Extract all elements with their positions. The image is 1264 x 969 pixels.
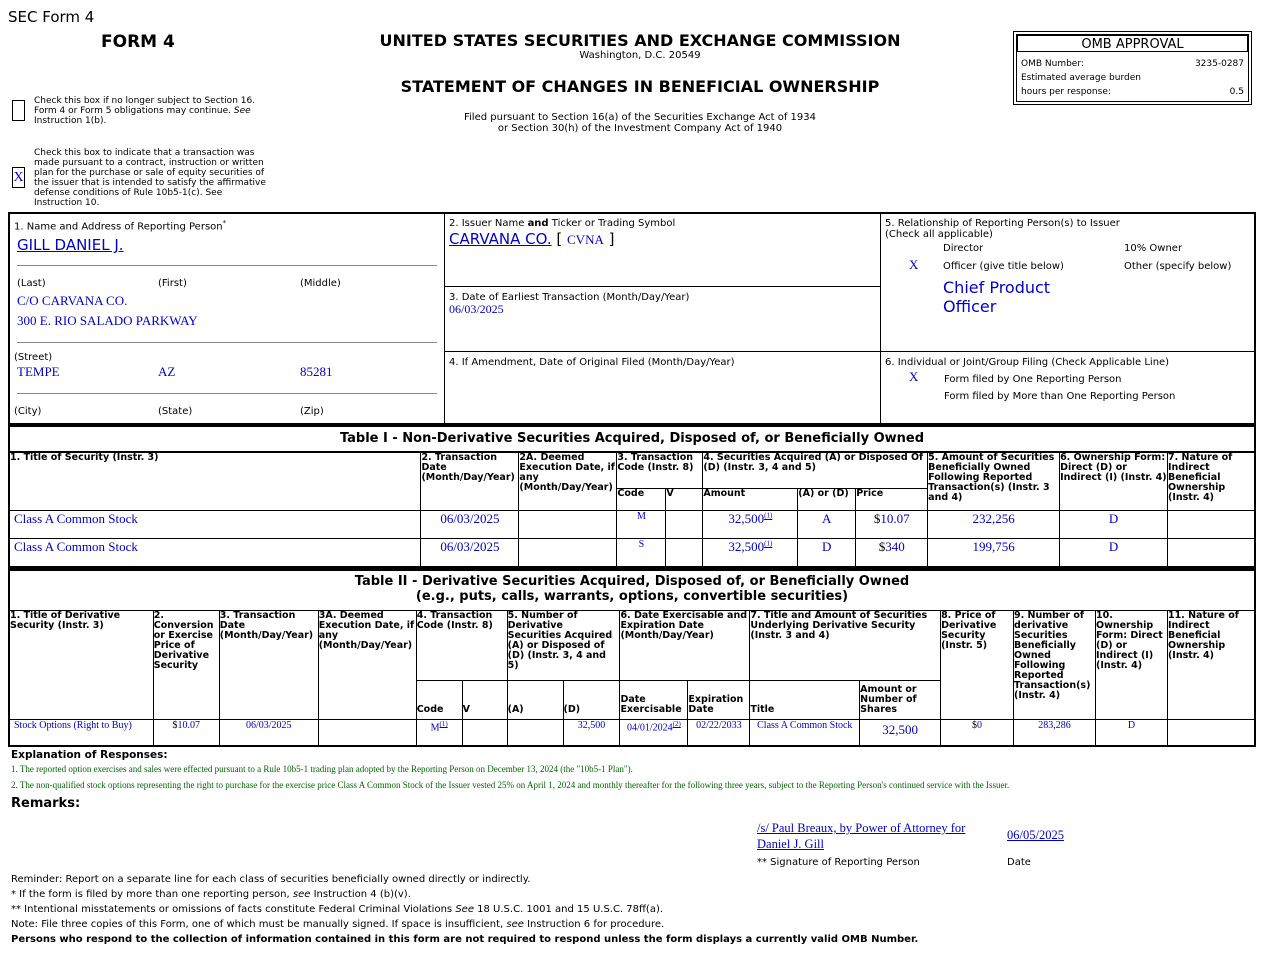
t1r0-code: M	[617, 511, 666, 539]
filed-by-one: Form filed by One Reporting Person	[944, 374, 1122, 385]
t1r0-date: 06/03/2025	[421, 511, 519, 539]
t1r0-title: Class A Common Stock	[10, 511, 421, 539]
t2r0-conv-value: 10.07	[177, 720, 200, 731]
t1-sub-code: Code	[617, 489, 666, 511]
t2-sub-title: Title	[750, 681, 860, 720]
t1-h2: 2. Transaction Date (Month/Day/Year)	[421, 453, 519, 511]
t1r0-amount	[703, 511, 798, 539]
t2r0-d: 32,500	[563, 720, 620, 746]
t2-sub-a: (A)	[507, 681, 563, 720]
footnote-2: 2. The non-qualified stock options representing the right to purchase for the exercise price Class A Common Stock of the Issuer vested 25% on April 1, 2024 and monthly thereafter for the following three years, subject to the Reporting Person's continued service with the Issuer.	[11, 780, 1010, 790]
t2r0-price	[941, 720, 1014, 746]
t2r0-exercisable-value: 04/01/2024	[627, 722, 673, 734]
t1-h1: 1. Title of Security (Instr. 3)	[10, 453, 421, 511]
t1r1-owned: 199,756	[928, 539, 1060, 567]
box6-label: 6. Individual or Joint/Group Filing (Check Applicable Line)	[885, 357, 1170, 368]
agency-title: UNITED STATES SECURITIES AND EXCHANGE COMMISSION	[379, 31, 901, 50]
header-center	[320, 31, 960, 134]
section16-checkbox[interactable]	[12, 100, 25, 121]
t1r0-price-sym: $	[873, 511, 881, 526]
officer-label: Officer (give title below)	[943, 261, 1064, 272]
zip-value: 85281	[300, 364, 333, 379]
footer-l2-see: see	[292, 889, 311, 900]
t1r0-footnote[interactable]: (1)	[764, 511, 773, 520]
footnote-1: 1. The reported option exercises and sales were effected pursuant to a Rule 10b5-1 trading plan adopted by the Reporting Person on December 13, 2024 (the "10b5-1 Plan").	[11, 764, 633, 774]
t1-h7: 7. Nature of Indirect Beneficial Ownership (Instr. 4)	[1167, 453, 1254, 511]
issuer-line	[449, 230, 615, 248]
footer-l4-post: Instruction 6 for procedure.	[527, 919, 665, 930]
box1-star: *	[222, 219, 227, 227]
t1r1-price-sym: $	[878, 539, 886, 554]
t2r0-date: 06/03/2025	[219, 720, 318, 746]
signature-label: ** Signature of Reporting Person	[757, 857, 920, 868]
middle-label: (Middle)	[300, 278, 341, 289]
date-label: Date	[1007, 857, 1031, 868]
box3-label: 3. Date of Earliest Transaction (Month/Day/Year)	[449, 292, 690, 303]
t2-h1: 1. Title of Derivative Security (Instr. 3)	[10, 611, 154, 720]
omb-title: OMB APPROVAL	[1017, 35, 1248, 52]
rule10b5-text: Check this box to indicate that a transaction was made pursuant to a contract, instruction or written plan for the purchase or sale of equity securities of the issuer that is intended to satisfy the affirmative defense conditions of Rule 10b5-1(c). See Instruction 10.	[34, 148, 266, 208]
t2-h9: 9. Number of derivative Securities Beneficially Owned Following Reported Transaction(s) (Instr. 4)	[1014, 611, 1096, 720]
table1-title: Table I - Non-Derivative Securities Acquired, Disposed of, or Beneficially Owned	[339, 431, 925, 446]
t1r1-amount-value: 32,500	[728, 539, 765, 554]
box6-mark: X	[909, 369, 919, 384]
t1-h5: 5. Amount of Securities Beneficially Owned Following Reported Transaction(s) (Instr. 3 and 4)	[928, 453, 1060, 511]
footer-line-2	[11, 887, 918, 902]
t1r1-price-value: 340	[885, 539, 905, 554]
footer-line-4	[11, 917, 918, 932]
city-label: (City)	[14, 406, 42, 417]
t2r0-owned: 283,286	[1014, 720, 1096, 746]
table-row	[10, 511, 1255, 539]
section16-text	[34, 96, 266, 126]
t2-sub-expiration: Expiration Date	[688, 681, 750, 720]
t2r0-code-footnote[interactable]: (1)	[439, 720, 448, 728]
box3-earliest-date	[445, 287, 881, 352]
city-value: TEMPE	[17, 364, 60, 379]
table2	[9, 610, 1255, 746]
box1-label-text: 1. Name and Address of Reporting Person	[14, 221, 223, 233]
t2r0-price-sym: $	[972, 720, 978, 731]
reporting-person-name[interactable]: GILL DANIEL J.	[17, 236, 124, 254]
box1-reporting-person	[10, 214, 445, 423]
box2-label-post: Ticker or Trading Symbol	[551, 218, 676, 229]
t2r0-exercisable	[620, 720, 688, 746]
table2-title-2: (e.g., puts, calls, warrants, options, convertible securities)	[415, 589, 849, 604]
section16-see: See	[233, 106, 251, 116]
signature-line-1: /s/ Paul Breaux, by Power of Attorney for	[757, 821, 966, 835]
agency-address: Washington, D.C. 20549	[579, 50, 701, 61]
footer-l2-pre: * If the form is filed by more than one reporting person,	[11, 889, 290, 900]
t1r1-amount	[703, 539, 798, 567]
table1	[9, 452, 1255, 567]
box3-value: 06/03/2025	[449, 302, 504, 316]
t1r1-v	[666, 539, 703, 567]
t1-sub-ad: (A) or (D)	[798, 489, 856, 511]
state-label: (State)	[158, 406, 193, 417]
t2r0-nature	[1167, 720, 1254, 746]
other-label: Other (specify below)	[1124, 261, 1232, 272]
filed-by-more: Form filed by More than One Reporting Person	[944, 391, 1176, 402]
box2-issuer	[445, 214, 881, 287]
box5-relationship	[881, 214, 1254, 352]
t1-h2a: 2A. Deemed Execution Date, if any (Month/Day/Year)	[519, 453, 617, 511]
t1r1-ad: D	[798, 539, 856, 567]
street-line-2: 300 E. RIO SALADO PARKWAY	[17, 313, 198, 328]
t2-h6: 6. Date Exercisable and Expiration Date (Month/Day/Year)	[620, 611, 750, 681]
t1r0-nature	[1167, 511, 1254, 539]
signature-date[interactable]: 06/05/2025	[1007, 828, 1064, 842]
footer-l3-pre: ** Intentional misstatements or omissions of facts constitute Federal Criminal Violations	[11, 904, 453, 915]
footer-l4-pre: Note: File three copies of this Form, one of which must be manually signed. If space is insufficient,	[11, 919, 504, 930]
street-label: (Street)	[14, 352, 53, 363]
box6-filing	[881, 352, 1254, 423]
footer-l2-post: Instruction 4 (b)(v).	[313, 889, 411, 900]
first-label: (First)	[158, 278, 187, 289]
t2r0-code-value: M	[430, 722, 440, 734]
t2r0-v	[462, 720, 507, 746]
officer-title	[943, 278, 1050, 316]
t1r0-v	[666, 511, 703, 539]
omb-hours-value: 0.5	[1229, 87, 1244, 97]
t1-sub-v: V	[666, 489, 703, 511]
t2-h11: 11. Nature of Indirect Beneficial Ownership (Instr. 4)	[1167, 611, 1254, 720]
t1r1-title: Class A Common Stock	[10, 539, 421, 567]
director-label: Director	[943, 243, 984, 254]
last-label: (Last)	[17, 278, 46, 289]
ticker-symbol: CVNA	[567, 232, 604, 247]
t2-h3: 3. Transaction Date (Month/Day/Year)	[219, 611, 318, 720]
rule10b5-check-mark: X	[13, 170, 24, 185]
bracket-close: ]	[608, 230, 615, 248]
bracket-open: [	[556, 230, 563, 248]
box2-label-pre: 2. Issuer Name	[449, 218, 525, 229]
t2r0-expiration: 02/22/2033	[688, 720, 750, 746]
t1r1-footnote[interactable]: (1)	[764, 539, 773, 548]
t2r0-conv	[153, 720, 219, 746]
t1r0-price	[856, 511, 928, 539]
footer-notes	[11, 872, 918, 947]
footer-l4-see: see	[506, 919, 524, 930]
issuer-name[interactable]: CARVANA CO.	[449, 230, 552, 248]
t1r1-date: 06/03/2025	[421, 539, 519, 567]
box5-label	[885, 218, 1120, 240]
t2-h5: 5. Number of Derivative Securities Acquired (A) or Disposed of (D) (Instr. 3, 4 and 5)	[507, 611, 620, 681]
t1-sub-amount: Amount	[703, 489, 798, 511]
ten-pct-owner-label: 10% Owner	[1124, 243, 1183, 254]
t1r0-price-value: 10.07	[880, 511, 910, 526]
box2-label-and: and	[527, 218, 549, 229]
t1r0-amount-value: 32,500	[728, 511, 765, 526]
t1-h6: 6. Ownership Form: Direct (D) or Indirect (I) (Instr. 4)	[1060, 453, 1168, 511]
t1r0-owned: 232,256	[928, 511, 1060, 539]
officer-title-1: Chief Product	[943, 278, 1051, 297]
omb-burden-label: Estimated average burden	[1021, 73, 1141, 83]
t1r1-price	[856, 539, 928, 567]
table2-title-1: Table II - Derivative Securities Acquired, Disposed of, or Beneficially Owned	[354, 574, 910, 589]
t2-h10: 10. Ownership Form: Direct (D) or Indirect (I) (Instr. 4)	[1096, 611, 1168, 720]
t1r1-nature	[1167, 539, 1254, 567]
box5-label-2: (Check all applicable)	[885, 229, 993, 240]
t1-sub-price: Price	[856, 489, 928, 511]
footer-l3-post: 18 U.S.C. 1001 and 15 U.S.C. 78ff(a).	[477, 904, 664, 915]
t2r0-title: Stock Options (Right to Buy)	[10, 720, 154, 746]
zip-label: (Zip)	[300, 406, 324, 417]
table-row	[10, 720, 1255, 746]
footer-l3-see: See	[455, 904, 474, 915]
box2-label	[449, 218, 675, 229]
t2-sub-v: V	[462, 681, 507, 720]
t1r0-deemed	[519, 511, 617, 539]
table-row	[10, 539, 1255, 567]
street-line-1: C/O CARVANA CO.	[17, 293, 128, 308]
t2-h8: 8. Price of Derivative Security (Instr. 5)	[941, 611, 1014, 720]
t2-h3a: 3A. Deemed Execution Date, if any (Month/Day/Year)	[318, 611, 416, 720]
footer-line-1: Reminder: Report on a separate line for each class of securities beneficially owned directly or indirectly.	[11, 874, 531, 885]
t1r0-form: D	[1060, 511, 1168, 539]
t2r0-a	[507, 720, 563, 746]
rule10b5-checkbox[interactable]	[12, 167, 25, 188]
form-title: FORM 4	[101, 32, 175, 52]
filed-line-2: or Section 30(h) of the Investment Company Act of 1940	[497, 123, 783, 134]
filed-line-1: Filed pursuant to Section 16(a) of the Securities Exchange Act of 1934	[464, 112, 816, 123]
t2-sub-code: Code	[416, 681, 462, 720]
section16-instr: Instruction 1(b).	[34, 116, 107, 126]
t2-sub-exercisable: Date Exercisable	[620, 681, 688, 720]
omb-hours-label: hours per response:	[1021, 87, 1111, 97]
t2r0-und-title: Class A Common Stock	[750, 720, 860, 746]
filed-pursuant	[320, 112, 960, 134]
remarks-title: Remarks:	[11, 796, 81, 811]
omb-number-value: 3235-0287	[1194, 59, 1244, 69]
state-value: AZ	[158, 364, 176, 379]
t1r0-ad: A	[798, 511, 856, 539]
t2-sub-d: (D)	[563, 681, 620, 720]
sec-form-label: SEC Form 4	[8, 8, 95, 26]
t2r0-exercisable-footnote[interactable]: (2)	[672, 720, 681, 728]
box5-label-1: 5. Relationship of Reporting Person(s) to Issuer	[885, 218, 1120, 229]
t1r1-deemed	[519, 539, 617, 567]
t1r1-code: S	[617, 539, 666, 567]
officer-title-2: Officer	[943, 297, 997, 316]
t1-h4: 4. Securities Acquired (A) or Disposed Of (D) (Instr. 3, 4 and 5)	[703, 453, 928, 489]
box1-label	[14, 219, 226, 232]
t2r0-conv-sym: $	[172, 720, 178, 731]
t2-h2: 2. Conversion or Exercise Price of Derivative Security	[153, 611, 219, 720]
t2-h7: 7. Title and Amount of Securities Underlying Derivative Security (Instr. 3 and 4)	[750, 611, 941, 681]
t2r0-form: D	[1096, 720, 1168, 746]
omb-approval-box	[1013, 31, 1252, 105]
t2r0-code	[416, 720, 462, 746]
table2-title	[10, 574, 1254, 604]
t2-sub-amount: Amount or Number of Shares	[860, 681, 941, 720]
omb-number-label: OMB Number:	[1021, 59, 1084, 69]
signature[interactable]	[757, 820, 987, 852]
footer-line-3	[11, 902, 918, 917]
signature-line-2: Daniel J. Gill	[757, 837, 825, 851]
t1r1-form: D	[1060, 539, 1168, 567]
t2r0-und-amount: 32,500	[860, 720, 941, 746]
t1-h3: 3. Transaction Code (Instr. 8)	[617, 453, 703, 489]
statement-title: STATEMENT OF CHANGES IN BENEFICIAL OWNERSHIP	[400, 77, 880, 96]
footer-line-5: Persons who respond to the collection of information contained in this form are not required to respond unless the form displays a currently valid OMB Number.	[11, 934, 919, 945]
box4-amendment	[445, 352, 881, 423]
explanation-title: Explanation of Responses:	[11, 749, 168, 761]
section16-text-main: Check this box if no longer subject to Section 16. Form 4 or Form 5 obligations may continue.	[34, 96, 256, 116]
box4-label: 4. If Amendment, Date of Original Filed (Month/Day/Year)	[449, 357, 735, 368]
officer-mark: X	[909, 257, 919, 272]
t2-h4: 4. Transaction Code (Instr. 8)	[416, 611, 507, 681]
t2r0-deemed	[318, 720, 416, 746]
t2r0-price-value: 0	[977, 720, 983, 731]
